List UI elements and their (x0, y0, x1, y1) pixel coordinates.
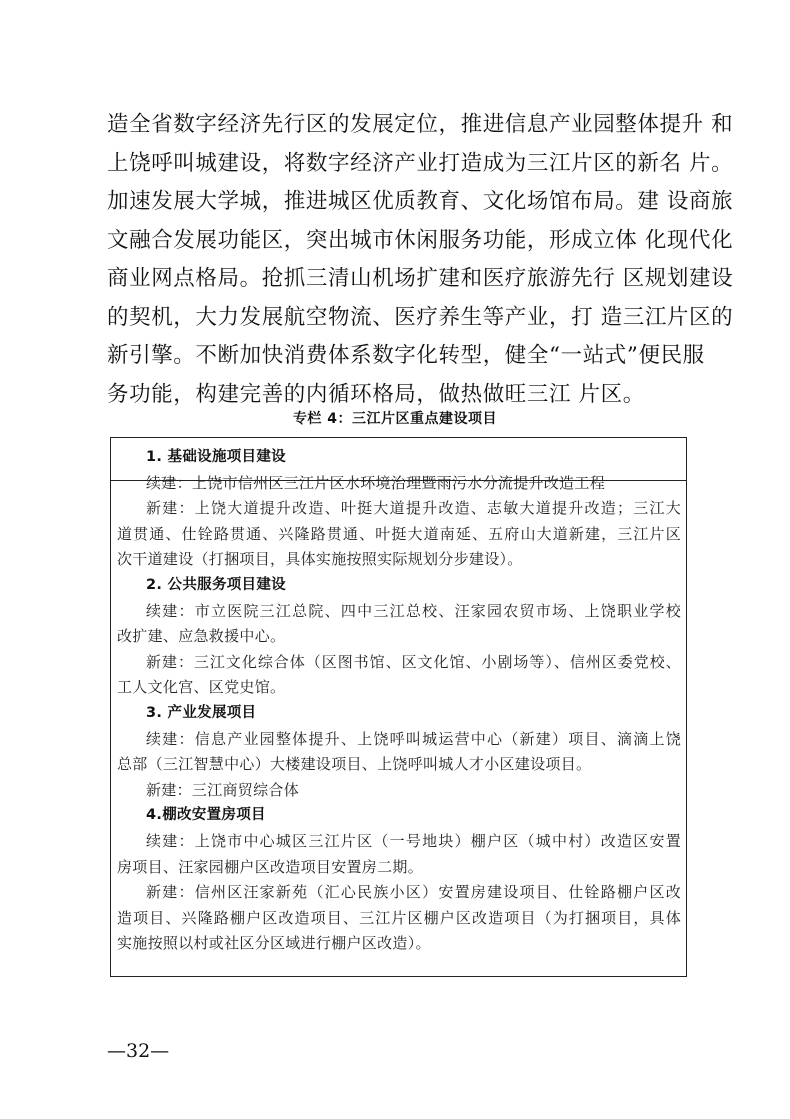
paragraph-line: 的契机，大力发展航空物流、医疗养生等产业，打 造三江片区的 (107, 304, 734, 330)
project-line: 总部（三江智慧中心）大楼建设项目、上饶呼叫城人才小区建设项目。 (117, 755, 592, 774)
paragraph-line: 上饶呼叫城建设，将数字经济产业打造成为三江片区的新名 片。 (107, 150, 734, 176)
page-number: —32— (107, 1040, 170, 1062)
paragraph-line: 新引擎。不断加快消费体系数字化转型，健全“一站式”便民服 (107, 343, 705, 368)
paragraph-line: 加速发展大学城，推进城区优质教育、文化场馆布局。建 设商旅 (107, 189, 734, 214)
section-heading: 2. 公共服务项目建设 (146, 576, 286, 593)
project-line: 次干道建设（打捆项目，具体实施按照实际规划分步建设）。 (117, 550, 523, 569)
project-line: 新建：三江商贸综合体 (146, 780, 300, 799)
project-line: 续建：上饶市信州区三江片区水环境治理暨雨污水分流提升改造工程 (146, 473, 606, 492)
project-line: 续建：市立医院三江总院、四中三江总校、汪家园农贸市场、上饶职业学校 (146, 601, 681, 620)
project-line: 新建：信州区汪家新苑（汇心民族小区）安置房建设项目、仕铨路棚户区改 (146, 883, 681, 902)
project-line: 续建：上饶市中心城区三江片区（一号地块）棚户区（城中村）改造区安置 (146, 831, 681, 850)
paragraph-line: 造全省数字经济先行区的发展定位，推进信息产业园整体提升 和 (107, 112, 734, 137)
section-heading: 4.棚改安置房项目 (146, 807, 266, 824)
section-heading: 1. 基础设施项目建设 (146, 449, 286, 465)
section-heading: 3. 产业发展项目 (146, 704, 257, 721)
paragraph-line: 务功能，构建完善的内循环格局，做热做旺三江 片区。 (107, 381, 645, 407)
table-caption: 专栏 4：三江片区重点建设项目 (292, 411, 498, 427)
project-line: 新建：三江文化综合体（区图书馆、区文化馆、小剧场等）、信州区委党校、 (146, 652, 681, 671)
body-paragraph (107, 106, 734, 414)
project-line: 工人文化宫、区党史馆。 (117, 678, 286, 697)
project-line: 改扩建、应急救援中心。 (117, 627, 286, 646)
project-line: 新建：上饶大道提升改造、叶挺大道提升改造、志敏大道提升改造；三江大 (146, 499, 681, 518)
paragraph-line: 商业网点格局。抢抓三清山机场扩建和医疗旅游先行 区规划建设 (107, 266, 734, 291)
project-line: 实施按照以村或社区分区域进行棚户区改造）。 (117, 934, 431, 953)
project-box-content (117, 445, 681, 957)
project-line: 道贯通、仕铨路贯通、兴隆路贯通、叶挺大道南延、五府山大道新建，三江片区 (117, 524, 681, 543)
project-line: 续建：信息产业园整体提升、上饶呼叫城运营中心（新建）项目、滴滴上饶 (146, 729, 681, 748)
project-line: 造项目、兴隆路棚户区改造项目、三江片区棚户区改造项目（为打捆项目，具体 (117, 908, 681, 927)
paragraph-line: 文融合发展功能区，突出城市休闲服务功能，形成立体 化现代化 (107, 227, 734, 253)
project-line: 房项目、汪家园棚户区改造项目安置房二期。 (117, 857, 424, 876)
